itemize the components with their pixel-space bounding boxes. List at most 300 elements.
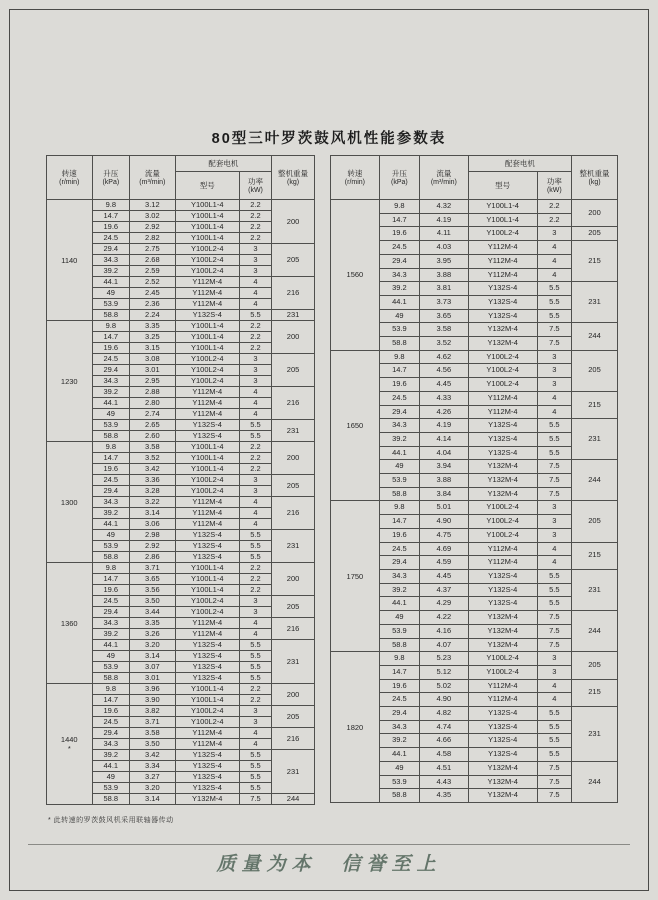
flow-cell: 4.90 bbox=[419, 693, 468, 707]
pressure-cell: 29.4 bbox=[379, 556, 419, 570]
weight-cell: 244 bbox=[572, 460, 618, 501]
flow-cell: 5.23 bbox=[419, 652, 468, 666]
motor-model-cell: Y132S-4 bbox=[468, 282, 537, 296]
power-cell: 3 bbox=[537, 378, 571, 392]
weight-cell: 205 bbox=[272, 475, 315, 497]
pressure-cell: 39.2 bbox=[92, 629, 130, 640]
flow-cell: 3.35 bbox=[130, 321, 176, 332]
power-cell: 4 bbox=[239, 497, 271, 508]
weight-cell: 215 bbox=[572, 679, 618, 706]
power-cell: 4 bbox=[537, 241, 571, 255]
power-cell: 3 bbox=[239, 354, 271, 365]
flow-cell: 4.45 bbox=[419, 378, 468, 392]
flow-cell: 4.11 bbox=[419, 227, 468, 241]
motor-model-cell: Y100L2-4 bbox=[175, 266, 239, 277]
motor-model-cell: Y132M-4 bbox=[468, 487, 537, 501]
weight-cell: 205 bbox=[572, 652, 618, 679]
power-cell: 4 bbox=[239, 409, 271, 420]
motor-model-cell: Y100L1-4 bbox=[175, 695, 239, 706]
power-cell: 2.2 bbox=[239, 442, 271, 453]
motor-model-cell: Y112M-4 bbox=[468, 542, 537, 556]
power-cell: 2.2 bbox=[537, 213, 571, 227]
header-row bbox=[47, 156, 315, 172]
pressure-cell: 24.5 bbox=[92, 717, 130, 728]
pressure-cell: 14.7 bbox=[92, 695, 130, 706]
motor-model-cell: Y132S-4 bbox=[468, 569, 537, 583]
motor-model-cell: Y100L2-4 bbox=[468, 528, 537, 542]
pressure-cell: 9.8 bbox=[92, 321, 130, 332]
power-cell: 3 bbox=[537, 227, 571, 241]
motor-model-cell: Y100L1-4 bbox=[175, 200, 239, 211]
flow-cell: 4.69 bbox=[419, 542, 468, 556]
flow-cell: 2.36 bbox=[130, 299, 176, 310]
motor-model-cell: Y132M-4 bbox=[468, 337, 537, 351]
motor-model-cell: Y100L2-4 bbox=[175, 706, 239, 717]
pressure-cell: 19.6 bbox=[92, 585, 130, 596]
flow-cell: 3.95 bbox=[419, 254, 468, 268]
weight-cell: 205 bbox=[572, 350, 618, 391]
speed-cell: 1650 bbox=[331, 350, 380, 501]
col-header-model: 型号 bbox=[175, 172, 239, 200]
weight-cell: 216 bbox=[272, 277, 315, 310]
pressure-cell: 58.8 bbox=[92, 310, 130, 321]
pressure-cell: 39.2 bbox=[92, 508, 130, 519]
power-cell: 7.5 bbox=[537, 487, 571, 501]
flow-cell: 3.34 bbox=[130, 761, 176, 772]
power-cell: 5.5 bbox=[239, 552, 271, 563]
flow-cell: 3.15 bbox=[130, 343, 176, 354]
power-cell: 4 bbox=[239, 629, 271, 640]
flow-cell: 3.58 bbox=[130, 728, 176, 739]
motor-model-cell: Y100L1-4 bbox=[175, 464, 239, 475]
pressure-cell: 14.7 bbox=[379, 213, 419, 227]
motor-model-cell: Y112M-4 bbox=[175, 497, 239, 508]
motor-model-cell: Y132S-4 bbox=[468, 597, 537, 611]
power-cell: 4 bbox=[239, 508, 271, 519]
power-cell: 3 bbox=[239, 266, 271, 277]
weight-cell: 200 bbox=[272, 563, 315, 596]
table-row bbox=[331, 350, 618, 364]
flow-cell: 2.52 bbox=[130, 277, 176, 288]
motor-model-cell: Y100L1-4 bbox=[175, 321, 239, 332]
motor-model-cell: Y132S-4 bbox=[175, 552, 239, 563]
power-cell: 3 bbox=[239, 607, 271, 618]
motor-model-cell: Y100L1-4 bbox=[175, 684, 239, 695]
flow-cell: 5.01 bbox=[419, 501, 468, 515]
pressure-cell: 14.7 bbox=[92, 332, 130, 343]
flow-cell: 4.07 bbox=[419, 638, 468, 652]
weight-cell: 231 bbox=[272, 420, 315, 442]
col-header-power: 功率 (kW) bbox=[239, 172, 271, 200]
flow-cell: 3.58 bbox=[419, 323, 468, 337]
power-cell: 3 bbox=[239, 255, 271, 266]
flow-cell: 2.68 bbox=[130, 255, 176, 266]
flow-cell: 3.22 bbox=[130, 497, 176, 508]
pressure-cell: 44.1 bbox=[92, 519, 130, 530]
power-cell: 5.5 bbox=[239, 310, 271, 321]
power-cell: 2.2 bbox=[239, 332, 271, 343]
motor-model-cell: Y112M-4 bbox=[468, 405, 537, 419]
power-cell: 7.5 bbox=[537, 337, 571, 351]
flow-cell: 3.12 bbox=[130, 200, 176, 211]
power-cell: 7.5 bbox=[537, 638, 571, 652]
motor-model-cell: Y132S-4 bbox=[175, 640, 239, 651]
weight-cell: 200 bbox=[272, 442, 315, 475]
motor-model-cell: Y100L1-4 bbox=[468, 213, 537, 227]
pressure-cell: 58.8 bbox=[379, 638, 419, 652]
power-cell: 3 bbox=[537, 665, 571, 679]
flow-cell: 2.45 bbox=[130, 288, 176, 299]
flow-cell: 4.82 bbox=[419, 707, 468, 721]
motor-model-cell: Y132S-4 bbox=[175, 530, 239, 541]
flow-cell: 3.28 bbox=[130, 486, 176, 497]
motor-model-cell: Y132M-4 bbox=[468, 624, 537, 638]
motor-model-cell: Y100L1-4 bbox=[175, 574, 239, 585]
table-row bbox=[331, 501, 618, 515]
pressure-cell: 39.2 bbox=[92, 387, 130, 398]
motor-model-cell: Y112M-4 bbox=[175, 728, 239, 739]
pressure-cell: 29.4 bbox=[92, 728, 130, 739]
power-cell: 7.5 bbox=[239, 794, 271, 805]
motor-model-cell: Y132S-4 bbox=[468, 748, 537, 762]
motor-model-cell: Y112M-4 bbox=[468, 268, 537, 282]
motor-model-cell: Y132S-4 bbox=[175, 673, 239, 684]
power-cell: 2.2 bbox=[239, 343, 271, 354]
flow-cell: 4.56 bbox=[419, 364, 468, 378]
pressure-cell: 49 bbox=[379, 761, 419, 775]
motor-model-cell: Y132S-4 bbox=[175, 420, 239, 431]
flow-cell: 2.60 bbox=[130, 431, 176, 442]
power-cell: 5.5 bbox=[537, 597, 571, 611]
flow-cell: 2.92 bbox=[130, 222, 176, 233]
pressure-cell: 24.5 bbox=[92, 596, 130, 607]
table-row bbox=[331, 200, 618, 214]
weight-cell: 244 bbox=[572, 761, 618, 802]
power-cell: 5.5 bbox=[239, 673, 271, 684]
flow-cell: 2.82 bbox=[130, 233, 176, 244]
power-cell: 4 bbox=[239, 277, 271, 288]
power-cell: 5.5 bbox=[239, 530, 271, 541]
flow-cell: 3.71 bbox=[130, 717, 176, 728]
motor-model-cell: Y132S-4 bbox=[468, 720, 537, 734]
flow-cell: 3.25 bbox=[130, 332, 176, 343]
power-cell: 2.2 bbox=[239, 233, 271, 244]
pressure-cell: 49 bbox=[92, 651, 130, 662]
flow-cell: 3.14 bbox=[130, 794, 176, 805]
col-header-model: 型号 bbox=[468, 172, 537, 200]
weight-cell: 244 bbox=[572, 323, 618, 350]
pressure-cell: 34.3 bbox=[92, 255, 130, 266]
power-cell: 4 bbox=[239, 387, 271, 398]
power-cell: 3 bbox=[537, 501, 571, 515]
pressure-cell: 53.9 bbox=[379, 474, 419, 488]
flow-cell: 3.65 bbox=[419, 309, 468, 323]
motor-model-cell: Y100L1-4 bbox=[468, 200, 537, 214]
power-cell: 7.5 bbox=[537, 323, 571, 337]
weight-cell: 231 bbox=[272, 310, 315, 321]
power-cell: 5.5 bbox=[239, 772, 271, 783]
pressure-cell: 53.9 bbox=[92, 662, 130, 673]
motor-model-cell: Y132S-4 bbox=[175, 662, 239, 673]
motor-model-cell: Y132M-4 bbox=[468, 474, 537, 488]
flow-cell: 4.90 bbox=[419, 515, 468, 529]
bottom-divider bbox=[28, 844, 630, 845]
motor-model-cell: Y100L2-4 bbox=[175, 255, 239, 266]
pressure-cell: 19.6 bbox=[379, 528, 419, 542]
flow-cell: 3.20 bbox=[130, 783, 176, 794]
power-cell: 5.5 bbox=[239, 761, 271, 772]
pressure-cell: 19.6 bbox=[92, 464, 130, 475]
motor-model-cell: Y100L2-4 bbox=[175, 365, 239, 376]
power-cell: 3 bbox=[537, 364, 571, 378]
flow-cell: 3.14 bbox=[130, 651, 176, 662]
power-cell: 3 bbox=[537, 515, 571, 529]
pressure-cell: 19.6 bbox=[379, 227, 419, 241]
power-cell: 4 bbox=[537, 405, 571, 419]
speed-cell: 1140 bbox=[47, 200, 93, 321]
flow-cell: 2.75 bbox=[130, 244, 176, 255]
flow-cell: 4.45 bbox=[419, 569, 468, 583]
weight-cell: 231 bbox=[572, 569, 618, 610]
weight-cell: 231 bbox=[272, 530, 315, 563]
power-cell: 4 bbox=[239, 288, 271, 299]
pressure-cell: 49 bbox=[379, 460, 419, 474]
weight-cell: 200 bbox=[272, 321, 315, 354]
power-cell: 3 bbox=[239, 706, 271, 717]
pressure-cell: 44.1 bbox=[379, 295, 419, 309]
power-cell: 2.2 bbox=[537, 200, 571, 214]
pressure-cell: 44.1 bbox=[92, 277, 130, 288]
power-cell: 5.5 bbox=[537, 309, 571, 323]
pressure-cell: 39.2 bbox=[379, 432, 419, 446]
motor-model-cell: Y112M-4 bbox=[175, 387, 239, 398]
motor-model-cell: Y100L1-4 bbox=[175, 442, 239, 453]
motor-model-cell: Y100L2-4 bbox=[175, 607, 239, 618]
flow-cell: 4.37 bbox=[419, 583, 468, 597]
motor-model-cell: Y112M-4 bbox=[175, 519, 239, 530]
motor-model-cell: Y132M-4 bbox=[468, 460, 537, 474]
pressure-cell: 49 bbox=[379, 309, 419, 323]
pressure-cell: 49 bbox=[379, 611, 419, 625]
flow-cell: 3.35 bbox=[130, 618, 176, 629]
flow-cell: 3.06 bbox=[130, 519, 176, 530]
flow-cell: 3.52 bbox=[130, 453, 176, 464]
motor-model-cell: Y100L1-4 bbox=[175, 585, 239, 596]
pressure-cell: 19.6 bbox=[92, 343, 130, 354]
pressure-cell: 39.2 bbox=[379, 583, 419, 597]
flow-cell: 3.94 bbox=[419, 460, 468, 474]
motor-model-cell: Y100L2-4 bbox=[468, 350, 537, 364]
pressure-cell: 19.6 bbox=[92, 706, 130, 717]
power-cell: 5.5 bbox=[537, 583, 571, 597]
col-header-pressure: 升压 (kPa) bbox=[379, 156, 419, 200]
pressure-cell: 39.2 bbox=[92, 266, 130, 277]
motor-model-cell: Y132S-4 bbox=[468, 432, 537, 446]
pressure-cell: 14.7 bbox=[379, 515, 419, 529]
pressure-cell: 34.3 bbox=[379, 569, 419, 583]
motor-model-cell: Y112M-4 bbox=[175, 299, 239, 310]
power-cell: 4 bbox=[537, 556, 571, 570]
motor-model-cell: Y112M-4 bbox=[175, 618, 239, 629]
power-cell: 3 bbox=[239, 717, 271, 728]
pressure-cell: 9.8 bbox=[379, 350, 419, 364]
flow-cell: 3.65 bbox=[130, 574, 176, 585]
flow-cell: 3.52 bbox=[419, 337, 468, 351]
pressure-cell: 53.9 bbox=[92, 299, 130, 310]
flow-cell: 3.81 bbox=[419, 282, 468, 296]
power-cell: 5.5 bbox=[537, 419, 571, 433]
spec-table bbox=[46, 155, 315, 805]
flow-cell: 2.88 bbox=[130, 387, 176, 398]
pressure-cell: 9.8 bbox=[379, 652, 419, 666]
power-cell: 5.5 bbox=[537, 720, 571, 734]
power-cell: 7.5 bbox=[537, 460, 571, 474]
flow-cell: 4.32 bbox=[419, 200, 468, 214]
motor-model-cell: Y112M-4 bbox=[468, 391, 537, 405]
power-cell: 4 bbox=[239, 618, 271, 629]
power-cell: 4 bbox=[239, 519, 271, 530]
pressure-cell: 29.4 bbox=[92, 607, 130, 618]
motor-model-cell: Y132S-4 bbox=[175, 310, 239, 321]
pressure-cell: 58.8 bbox=[92, 552, 130, 563]
table-row bbox=[47, 200, 315, 211]
power-cell: 4 bbox=[239, 398, 271, 409]
weight-cell: 231 bbox=[272, 640, 315, 684]
motor-model-cell: Y132S-4 bbox=[175, 651, 239, 662]
col-header-weight: 整机重量 (kg) bbox=[572, 156, 618, 200]
table-row bbox=[47, 321, 315, 332]
flow-cell: 3.82 bbox=[130, 706, 176, 717]
power-cell: 5.5 bbox=[239, 662, 271, 673]
flow-cell: 4.16 bbox=[419, 624, 468, 638]
flow-cell: 2.86 bbox=[130, 552, 176, 563]
flow-cell: 4.03 bbox=[419, 241, 468, 255]
flow-cell: 4.62 bbox=[419, 350, 468, 364]
power-cell: 3 bbox=[239, 596, 271, 607]
flow-cell: 4.04 bbox=[419, 446, 468, 460]
flow-cell: 3.50 bbox=[130, 596, 176, 607]
pressure-cell: 29.4 bbox=[379, 405, 419, 419]
weight-cell: 205 bbox=[272, 596, 315, 618]
motor-model-cell: Y132M-4 bbox=[468, 789, 537, 803]
power-cell: 3 bbox=[239, 376, 271, 387]
flow-cell: 3.73 bbox=[419, 295, 468, 309]
weight-cell: 215 bbox=[572, 542, 618, 569]
power-cell: 7.5 bbox=[537, 775, 571, 789]
flow-cell: 4.26 bbox=[419, 405, 468, 419]
flow-cell: 3.20 bbox=[130, 640, 176, 651]
power-cell: 4 bbox=[239, 739, 271, 750]
motor-model-cell: Y100L1-4 bbox=[175, 233, 239, 244]
weight-cell: 231 bbox=[572, 707, 618, 762]
motor-model-cell: Y112M-4 bbox=[468, 241, 537, 255]
motor-model-cell: Y132S-4 bbox=[175, 772, 239, 783]
pressure-cell: 58.8 bbox=[92, 673, 130, 684]
pressure-cell: 24.5 bbox=[92, 354, 130, 365]
flow-cell: 3.14 bbox=[130, 508, 176, 519]
flow-cell: 4.14 bbox=[419, 432, 468, 446]
power-cell: 5.5 bbox=[239, 640, 271, 651]
pressure-cell: 9.8 bbox=[379, 501, 419, 515]
flow-cell: 2.98 bbox=[130, 530, 176, 541]
pressure-cell: 24.5 bbox=[92, 233, 130, 244]
flow-cell: 5.12 bbox=[419, 665, 468, 679]
weight-cell: 216 bbox=[272, 387, 315, 420]
power-cell: 5.5 bbox=[537, 446, 571, 460]
flow-cell: 3.88 bbox=[419, 268, 468, 282]
power-cell: 7.5 bbox=[537, 611, 571, 625]
power-cell: 3 bbox=[239, 475, 271, 486]
flow-cell: 3.01 bbox=[130, 365, 176, 376]
motor-model-cell: Y132S-4 bbox=[468, 419, 537, 433]
flow-cell: 3.42 bbox=[130, 464, 176, 475]
power-cell: 5.5 bbox=[537, 569, 571, 583]
pressure-cell: 14.7 bbox=[379, 364, 419, 378]
pressure-cell: 9.8 bbox=[92, 563, 130, 574]
power-cell: 7.5 bbox=[537, 761, 571, 775]
motor-model-cell: Y132S-4 bbox=[468, 295, 537, 309]
power-cell: 2.2 bbox=[239, 200, 271, 211]
weight-cell: 205 bbox=[272, 244, 315, 277]
pressure-cell: 9.8 bbox=[379, 200, 419, 214]
pressure-cell: 29.4 bbox=[92, 244, 130, 255]
pressure-cell: 58.8 bbox=[379, 487, 419, 501]
flow-cell: 4.22 bbox=[419, 611, 468, 625]
weight-cell: 215 bbox=[572, 391, 618, 418]
power-cell: 3 bbox=[239, 365, 271, 376]
power-cell: 3 bbox=[239, 486, 271, 497]
power-cell: 5.5 bbox=[239, 541, 271, 552]
pressure-cell: 9.8 bbox=[92, 442, 130, 453]
speed-cell: 1820 bbox=[331, 652, 380, 803]
table-row bbox=[331, 652, 618, 666]
flow-cell: 3.42 bbox=[130, 750, 176, 761]
weight-cell: 216 bbox=[272, 728, 315, 750]
motor-model-cell: Y112M-4 bbox=[468, 556, 537, 570]
motor-model-cell: Y100L2-4 bbox=[175, 244, 239, 255]
weight-cell: 200 bbox=[272, 200, 315, 244]
motor-model-cell: Y112M-4 bbox=[468, 679, 537, 693]
power-cell: 5.5 bbox=[239, 651, 271, 662]
flow-cell: 3.27 bbox=[130, 772, 176, 783]
power-cell: 4 bbox=[239, 728, 271, 739]
speed-cell: 1300 bbox=[47, 442, 93, 563]
pressure-cell: 58.8 bbox=[92, 431, 130, 442]
power-cell: 3 bbox=[537, 652, 571, 666]
power-cell: 2.2 bbox=[239, 574, 271, 585]
power-cell: 5.5 bbox=[537, 432, 571, 446]
flow-cell: 2.74 bbox=[130, 409, 176, 420]
pressure-cell: 29.4 bbox=[379, 707, 419, 721]
pressure-cell: 14.7 bbox=[379, 665, 419, 679]
flow-cell: 2.80 bbox=[130, 398, 176, 409]
flow-cell: 3.01 bbox=[130, 673, 176, 684]
flow-cell: 2.95 bbox=[130, 376, 176, 387]
motor-model-cell: Y100L2-4 bbox=[175, 354, 239, 365]
power-cell: 5.5 bbox=[537, 282, 571, 296]
flow-cell: 4.58 bbox=[419, 748, 468, 762]
motor-model-cell: Y100L2-4 bbox=[468, 364, 537, 378]
flow-cell: 3.84 bbox=[419, 487, 468, 501]
weight-cell: 231 bbox=[572, 419, 618, 460]
pressure-cell: 53.9 bbox=[379, 323, 419, 337]
motor-model-cell: Y132S-4 bbox=[468, 583, 537, 597]
flow-cell: 3.50 bbox=[130, 739, 176, 750]
power-cell: 2.2 bbox=[239, 321, 271, 332]
pressure-cell: 24.5 bbox=[379, 391, 419, 405]
flow-cell: 3.90 bbox=[130, 695, 176, 706]
pressure-cell: 19.6 bbox=[92, 222, 130, 233]
